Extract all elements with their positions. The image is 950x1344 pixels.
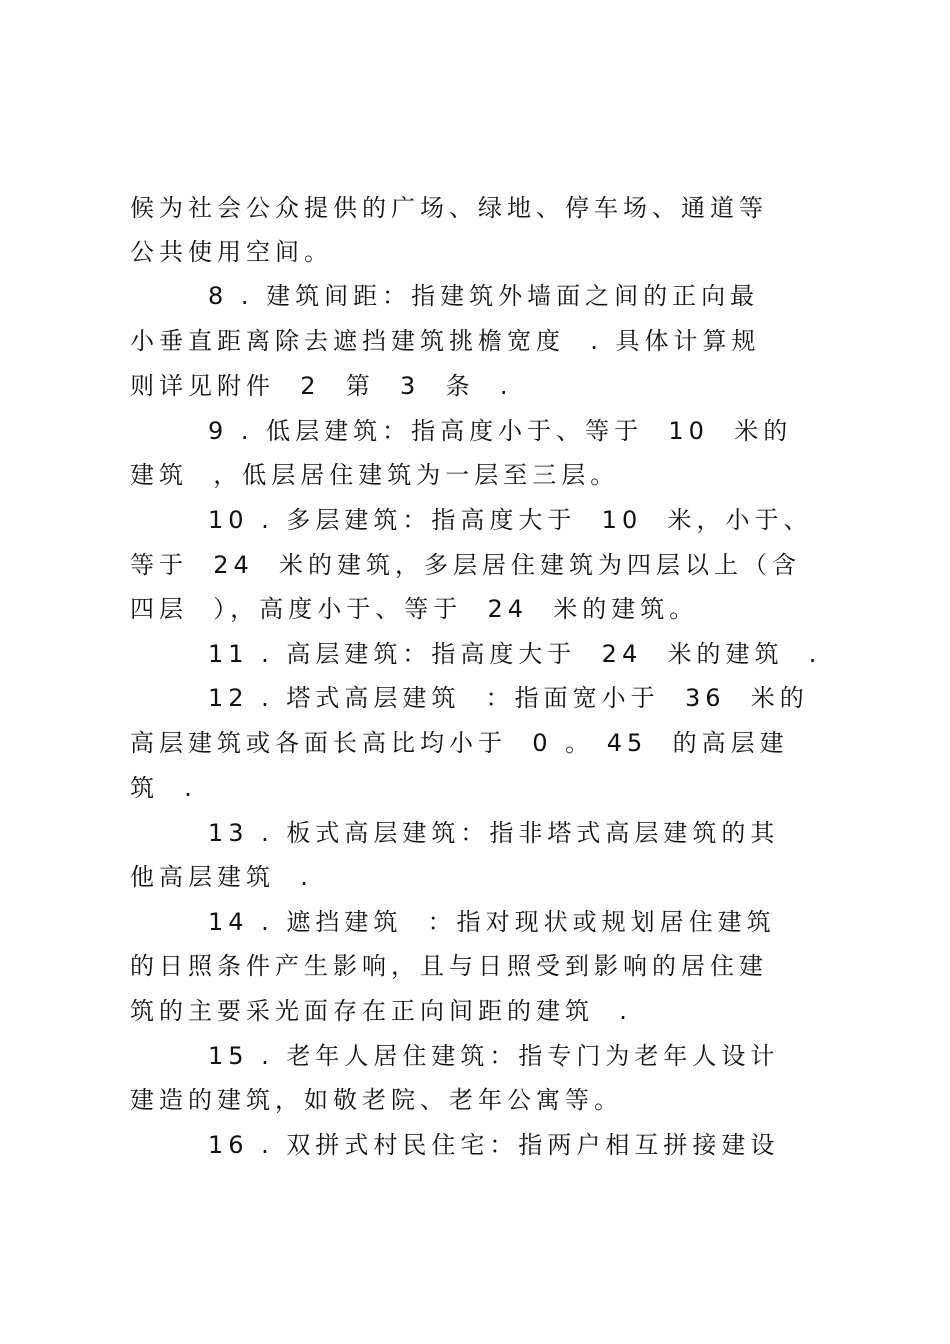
text-line: 15 . 老年人居住建筑：指专门为老年人设计 <box>208 1042 780 1070</box>
text-line: 16 . 双拼式村民住宅：指两户相互拼接建设 <box>208 1131 780 1159</box>
text-line: 他高层建筑 . <box>130 863 313 891</box>
text-line: 则详见附件 2 第 3 条 . <box>130 372 513 400</box>
text-line: 建筑 ，低层居住建筑为一层至三层。 <box>130 461 620 489</box>
text-line: 高层建筑或各面长高比均小于 0 。 45 的高层建 <box>130 729 789 757</box>
text-line: 候为社会公众提供的广场、绿地、停车场、通道等 <box>130 194 768 222</box>
text-line: 公共使用空间。 <box>130 238 333 266</box>
text-line: 四层 ），高度小于、等于 24 米的建筑。 <box>130 595 699 623</box>
text-line: 13 . 板式高层建筑：指非塔式高层建筑的其 <box>208 819 780 847</box>
text-line: 11 . 高层建筑：指高度大于 24 米的建筑 . <box>208 640 822 668</box>
text-line: 的日照条件产生影响，且与日照受到影响的居住建 <box>130 952 768 980</box>
text-line: 8 . 建筑间距：指建筑外墙面之间的正向最 <box>208 282 760 310</box>
text-line: 筑的主要采光面存在正向间距的建筑 . <box>130 997 632 1025</box>
text-line: 小垂直距离除去遮挡建筑挑檐宽度 . 具体计算规 <box>130 327 761 355</box>
text-line: 14 . 遮挡建筑 ：指对现状或规划居住建筑 <box>208 908 776 936</box>
text-line: 筑 . <box>130 774 197 802</box>
text-line: 12 . 塔式高层建筑 ：指面宽小于 36 米的 <box>208 684 809 712</box>
text-line: 10 . 多层建筑：指高度大于 10 米，小于、 <box>208 506 813 534</box>
text-line: 9 . 低层建筑：指高度小于、等于 10 米的 <box>208 417 793 445</box>
text-line: 建造的建筑，如敬老院、老年公寓等。 <box>130 1086 623 1114</box>
text-line: 等于 24 米的建筑，多层居住建筑为四层以上（含 <box>130 551 802 579</box>
